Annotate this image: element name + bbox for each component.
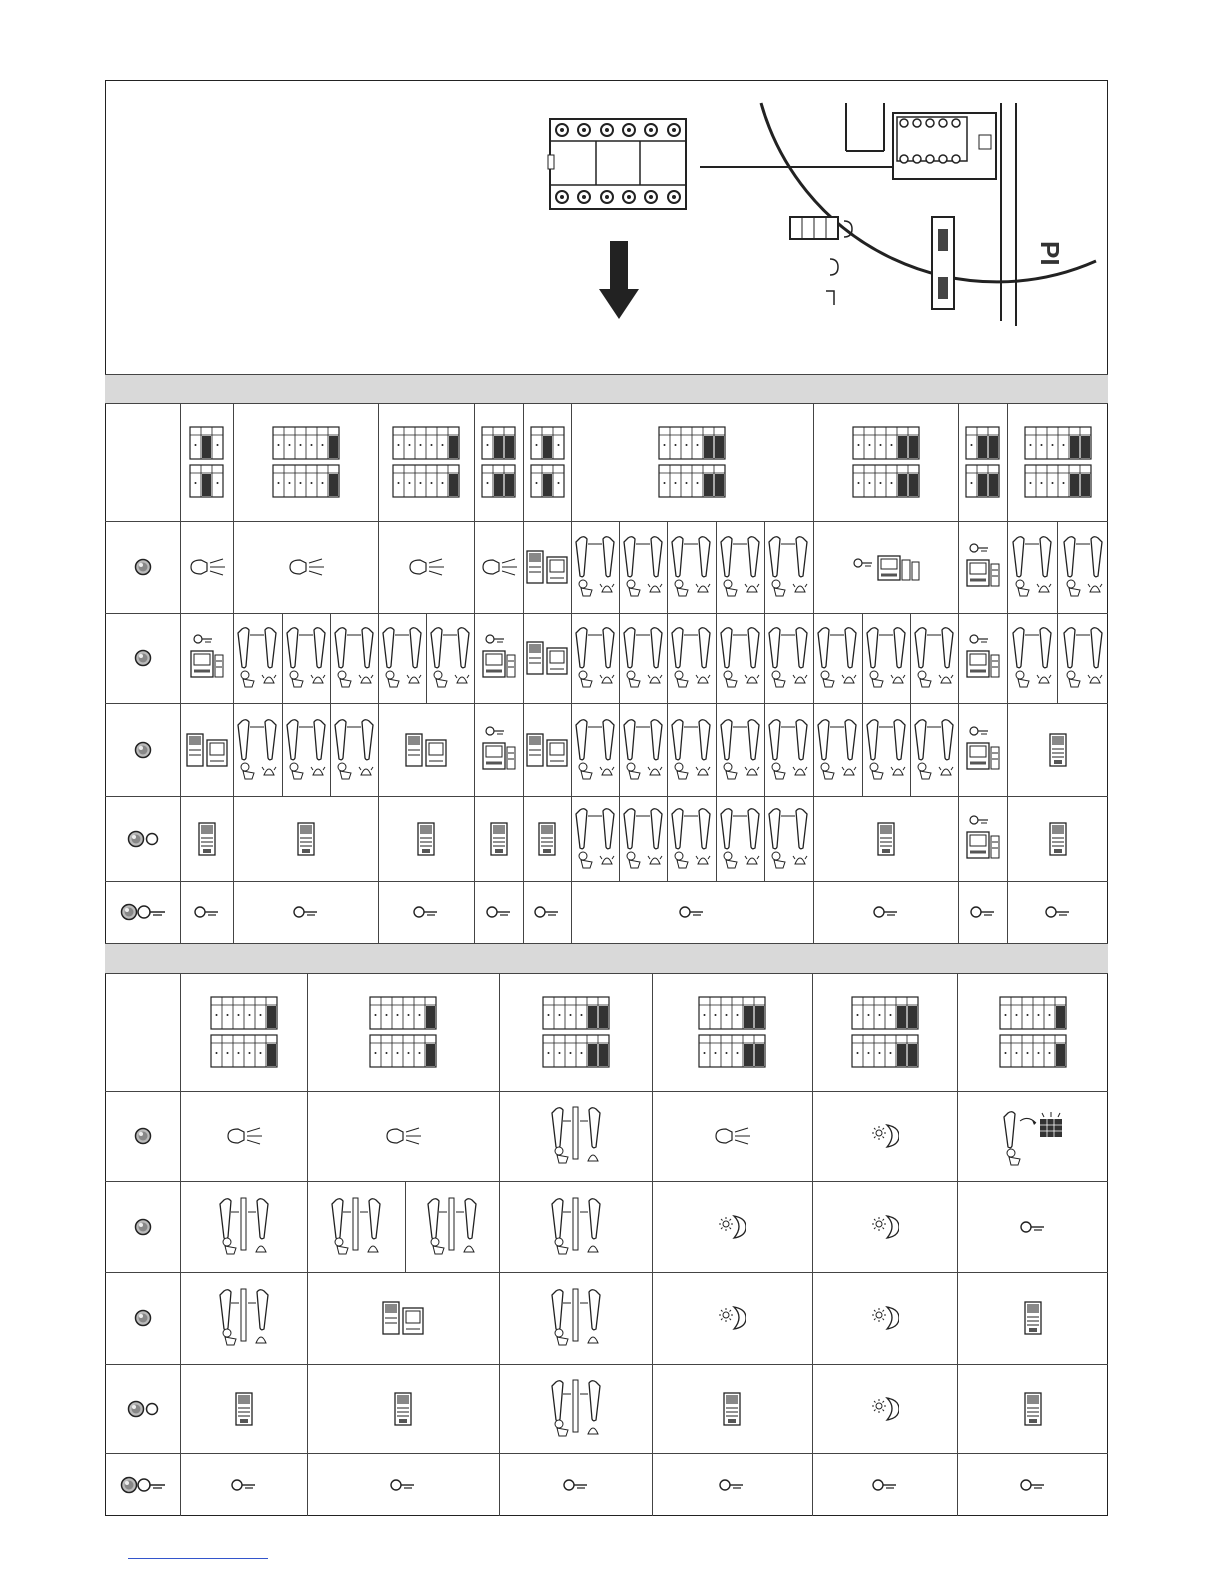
- dip-switch-icon: [307, 974, 499, 1091]
- handsets-call-icon: [330, 703, 378, 796]
- door-panel-icon: [813, 796, 958, 881]
- board-detail-circle: [761, 103, 1096, 326]
- handsets-intercom-icon: [499, 1181, 652, 1272]
- handsets-call-icon: [1007, 521, 1057, 613]
- lamp-icon: [474, 521, 523, 613]
- door-panel-icon: [1007, 796, 1108, 881]
- key-monitor-icon: [958, 521, 1007, 613]
- upper-section-band: [105, 374, 1108, 404]
- down-arrow: [599, 241, 639, 319]
- handsets-call-icon: [233, 613, 281, 703]
- key-icon: [813, 881, 958, 943]
- handsets-call-icon: [1057, 613, 1108, 703]
- handsets-call-icon: [813, 613, 861, 703]
- handsets-call-icon: [282, 703, 330, 796]
- handsets-call-icon: [1007, 613, 1057, 703]
- handsets-call-icon: [764, 613, 812, 703]
- panel-monitor-icon: [523, 613, 571, 703]
- dip-switch-icon: [233, 404, 378, 521]
- key-icon: [180, 1453, 307, 1516]
- key-monitor-icon: [180, 613, 233, 703]
- key-icon: [1007, 881, 1108, 943]
- door-panel-icon: [474, 796, 523, 881]
- connector-enlarged: [548, 119, 686, 209]
- handsets-call-icon: [667, 703, 715, 796]
- key-monitor-icon: [474, 613, 523, 703]
- handsets-call-icon: [716, 613, 764, 703]
- door-panel-icon: [180, 1364, 307, 1453]
- door-panel-icon: [957, 1364, 1108, 1453]
- handsets-call-icon: [716, 703, 764, 796]
- handsets-call-icon: [910, 613, 958, 703]
- door-panel-icon: [957, 1272, 1108, 1364]
- dip-switch-icon: [523, 404, 571, 521]
- panel-monitor-icon: [180, 703, 233, 796]
- dip-switch-icon: [474, 404, 523, 521]
- key-icon: [957, 1453, 1108, 1516]
- circle-label: PI: [1035, 241, 1065, 266]
- top-figure: [106, 81, 1106, 373]
- dip-switch-icon: [499, 974, 652, 1091]
- door-panel-icon: [1007, 703, 1108, 796]
- led-icon: [105, 1091, 180, 1181]
- door-panel-icon: [523, 796, 571, 881]
- handsets-call-icon: [716, 796, 764, 881]
- lower-section-band: [105, 943, 1108, 974]
- key-icon: [474, 881, 523, 943]
- dip-switch-icon: [571, 404, 813, 521]
- key-icon: [180, 881, 233, 943]
- key-monitor-icon: [958, 703, 1007, 796]
- door-panel-icon: [378, 796, 474, 881]
- handsets-call-icon: [764, 703, 812, 796]
- handsets-call-icon: [282, 613, 330, 703]
- handsets-intercom-icon: [180, 1181, 307, 1272]
- led-pair-icon: [105, 1364, 180, 1453]
- handsets-call-icon: [571, 613, 619, 703]
- handsets-call-icon: [667, 796, 715, 881]
- handsets-call-icon: [862, 613, 910, 703]
- handsets-call-icon: [571, 521, 619, 613]
- handsets-call-icon: [571, 796, 619, 881]
- door-panel-icon: [180, 796, 233, 881]
- key-icon: [957, 1181, 1108, 1272]
- call-panel-icon: [957, 1091, 1108, 1181]
- dip-switch-icon: [812, 974, 957, 1091]
- led-icon: [105, 521, 180, 613]
- footer-line: [128, 1558, 268, 1559]
- key-icon: [652, 1453, 812, 1516]
- handsets-call-icon: [378, 613, 426, 703]
- key-icon: [307, 1453, 499, 1516]
- handsets-call-icon: [813, 703, 861, 796]
- key-icon: [499, 1453, 652, 1516]
- panel-monitor-icon: [378, 703, 474, 796]
- lamp-icon: [180, 1091, 307, 1181]
- handsets-intercom-icon: [405, 1181, 499, 1272]
- handsets-call-icon: [1057, 521, 1108, 613]
- handsets-call-icon: [910, 703, 958, 796]
- key-monitor-icon: [813, 521, 958, 613]
- handsets-intercom-icon: [499, 1272, 652, 1364]
- lamp-icon: [180, 521, 233, 613]
- dip-switch-icon: [180, 404, 233, 521]
- led-pair-icon: [105, 796, 180, 881]
- panel-monitor-icon: [307, 1272, 499, 1364]
- led-key-icon: [105, 1453, 180, 1516]
- day-night-icon: [652, 1272, 812, 1364]
- handsets-call-icon: [764, 521, 812, 613]
- dip-switch-icon: [652, 974, 812, 1091]
- lamp-icon: [652, 1091, 812, 1181]
- handsets-call-icon: [667, 521, 715, 613]
- led-icon: [105, 1181, 180, 1272]
- key-icon: [378, 881, 474, 943]
- led-icon: [105, 613, 180, 703]
- day-night-icon: [812, 1364, 957, 1453]
- handsets-call-icon: [619, 521, 667, 613]
- dip-switch-icon: [378, 404, 474, 521]
- handsets-call-icon: [426, 613, 474, 703]
- lamp-icon: [233, 521, 378, 613]
- panel-monitor-icon: [523, 521, 571, 613]
- day-night-icon: [652, 1181, 812, 1272]
- handsets-call-icon: [619, 613, 667, 703]
- handsets-call-icon: [862, 703, 910, 796]
- handsets-intercom-icon: [307, 1181, 405, 1272]
- handsets-intercom-icon: [499, 1364, 652, 1453]
- day-night-icon: [812, 1272, 957, 1364]
- day-night-icon: [812, 1091, 957, 1181]
- handsets-call-icon: [764, 796, 812, 881]
- handsets-call-icon: [619, 703, 667, 796]
- handsets-call-icon: [619, 796, 667, 881]
- key-icon: [233, 881, 378, 943]
- dip-switch-icon: [957, 974, 1108, 1091]
- handsets-call-icon: [571, 703, 619, 796]
- door-panel-icon: [233, 796, 378, 881]
- key-monitor-icon: [958, 613, 1007, 703]
- key-monitor-icon: [474, 703, 523, 796]
- dip-switch-icon: [813, 404, 958, 521]
- door-panel-icon: [652, 1364, 812, 1453]
- dip-switch-icon: [180, 974, 307, 1091]
- key-icon: [523, 881, 571, 943]
- handsets-call-icon: [330, 613, 378, 703]
- led-icon: [105, 1272, 180, 1364]
- day-night-icon: [812, 1181, 957, 1272]
- door-panel-icon: [307, 1364, 499, 1453]
- led-icon: [105, 703, 180, 796]
- handsets-intercom-icon: [499, 1091, 652, 1181]
- key-icon: [571, 881, 813, 943]
- dip-switch-icon: [1007, 404, 1108, 521]
- panel-monitor-icon: [523, 703, 571, 796]
- lamp-icon: [378, 521, 474, 613]
- lamp-icon: [307, 1091, 499, 1181]
- handsets-intercom-icon: [180, 1272, 307, 1364]
- led-key-icon: [105, 881, 180, 943]
- dip-switch-icon: [958, 404, 1007, 521]
- handsets-call-icon: [667, 613, 715, 703]
- key-icon: [812, 1453, 957, 1516]
- handsets-call-icon: [716, 521, 764, 613]
- key-icon: [958, 881, 1007, 943]
- handsets-call-icon: [233, 703, 281, 796]
- key-monitor-icon: [958, 796, 1007, 881]
